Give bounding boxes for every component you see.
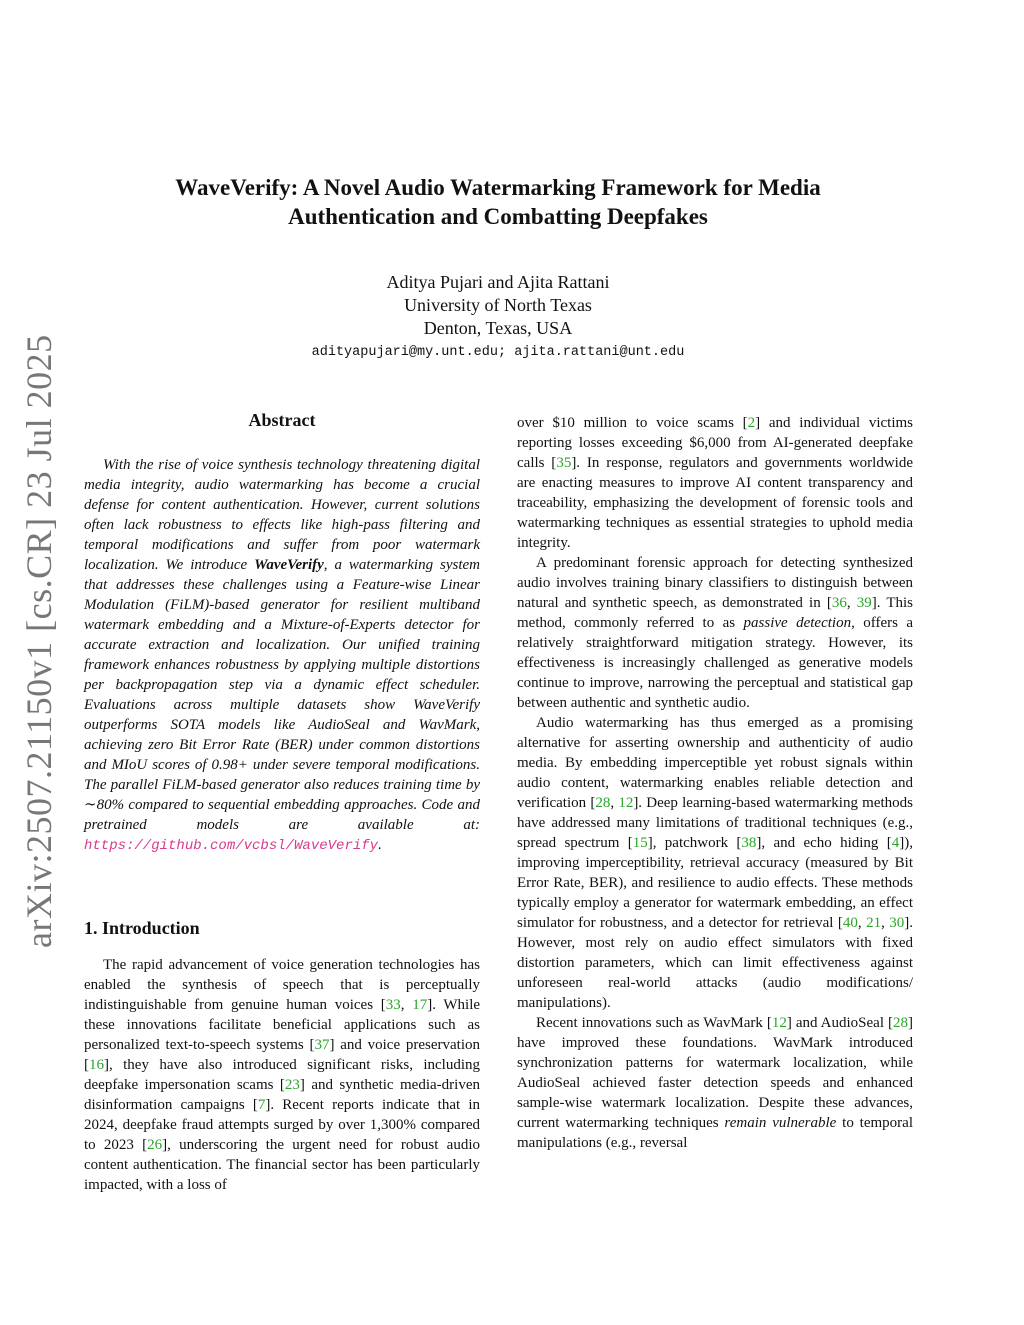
body-text: ]. While these innovations facilitate beneficial applications such as personalized text-to-speech systems [	[84, 997, 481, 1053]
body-text: ], underscoring the urgent need for robust audio content authentication. The financial sector has been particularly impacted, with a loss of	[84, 1137, 480, 1193]
abstract-heading: Abstract	[248, 410, 316, 430]
citation-link[interactable]: 40	[842, 915, 858, 931]
citation-link[interactable]: 12	[618, 795, 634, 811]
abstract-body	[84, 455, 480, 856]
citation-link[interactable]: 4	[891, 835, 900, 851]
citation-link[interactable]: 36	[831, 595, 847, 611]
citation-link[interactable]: 12	[771, 1015, 787, 1031]
body-text: ], they have also introduced significant risks, including deepfake impersonation scams [	[84, 1057, 480, 1093]
arxiv-identifier: arXiv:2507.21150v1 [cs.CR] 23 Jul 2025	[19, 334, 59, 948]
body-text: ] and voice preservation [	[84, 1037, 480, 1073]
citation-link[interactable]: 2	[747, 415, 756, 431]
title-line-1: WaveVerify: A Novel Audio Watermarking Framework for Media	[175, 175, 821, 200]
citation-link[interactable]: 28	[595, 795, 611, 811]
body-text: ,	[610, 795, 619, 811]
location: Denton, Texas, USA	[423, 318, 573, 338]
citation-link[interactable]: 30	[889, 915, 905, 931]
citation-link[interactable]: 26	[147, 1137, 163, 1153]
body-text: ], patchwork [	[647, 835, 742, 851]
body-text: ,	[400, 997, 413, 1013]
emphasis: remain vulnerable	[724, 1115, 837, 1131]
body-text: ,	[881, 915, 890, 931]
introduction-body	[84, 955, 480, 1195]
abstract-text: , a watermarking system that addresses these challenges using a Feature-wise Linear Modulation (FiLM)-based generator for resilient multiband watermark embedding and a Mixture-of-Experts detector for accurate extraction and localization. Our unified training framework enhances robustness by applying multiple distortions per backpropagation step via a dynamic effect scheduler. Evaluations across multiple datasets show WaveVerify outperforms SOTA models like AudioSeal and WavMark, achieving zero Bit Error Rate (BER) under common distortions and MIoU scores of 0.98+ under severe temporal modifications. The parallel FiLM-based generator also reduces training time by ∼80% compared to sequential embedding approaches. Code and pretrained models are available at:	[84, 557, 480, 833]
citation-link[interactable]: 35	[556, 455, 572, 471]
body-text: ] and synthetic media-driven disinformation campaigns [	[84, 1077, 480, 1113]
body-text: ] have improved these foundations. WavMark introduced synchronization patterns for watermark localization, while AudioSeal achieved faster detection speeds and enhanced sample-wise watermark localization. Despite these advances, current watermarking techniques	[517, 1015, 913, 1131]
body-text: ,	[846, 595, 857, 611]
body-text: ] and individual victims reporting losses exceeding $6,000 from AI-generated deepfake calls [	[517, 415, 913, 471]
abstract-text: With the rise of voice synthesis technology threatening digital media integrity, audio watermarking has become a crucial defense for content authentication. However, current solutions often lack robustness to effects like high-pass filtering and temporal modifications and suffer from poor watermark localization. We introduce	[84, 457, 480, 573]
paragraph	[517, 713, 913, 1013]
body-text: ]), improving imperceptibility, retrieval accuracy (measured by Bit Error Rate, BER), and resilience to audio effects. These methods typically employ a generator for watermark embedding, an effect simulator for robustness, and a detector for retrieval [	[517, 835, 913, 931]
body-text: ]. Deep learning-based watermarking methods have addressed many limitations of traditional techniques (e.g., spread spectrum [	[517, 795, 913, 851]
author-emails: adityapujari@my.unt.edu; ajita.rattani@unt.edu	[311, 345, 685, 360]
citation-link[interactable]: 17	[412, 997, 428, 1013]
body-text: Recent innovations such as WavMark [	[536, 1015, 772, 1031]
abstract-text: .	[378, 837, 382, 853]
body-text: The rapid advancement of voice generation technologies has enabled the synthesis of speech that is perceptually indistinguishable from genuine human voices [	[84, 957, 480, 1013]
section-heading-introduction: 1. Introduction	[84, 918, 200, 938]
body-text: ], and echo hiding [	[756, 835, 892, 851]
right-column	[517, 413, 913, 1153]
method-name: WaveVerify	[254, 557, 324, 573]
paragraph	[517, 553, 913, 713]
body-text: ] and AudioSeal [	[786, 1015, 893, 1031]
emphasis: passive detection	[743, 615, 852, 631]
body-text: to temporal manipulations (e.g., reversal	[517, 1115, 913, 1151]
citation-link[interactable]: 33	[385, 997, 401, 1013]
citation-link[interactable]: 21	[866, 915, 882, 931]
github-link[interactable]: https://github.com/vcbsl/WaveVerify	[84, 838, 379, 854]
citation-link[interactable]: 37	[314, 1037, 330, 1053]
paragraph	[517, 1013, 913, 1153]
body-text: ]. However, most rely on audio effect simulators with fixed distortion parameters, which can limit effectiveness against unforeseen real-world attacks (audio modifications/ manipulations).	[517, 915, 914, 1011]
body-text: ]. In response, regulators and governments worldwide are enacting measures to improve AI content transparency and traceability, emphasizing the development of forensic tools and watermarking techniques as essential strategies to uphold media integrity.	[517, 455, 914, 551]
citation-link[interactable]: 38	[741, 835, 757, 851]
citation-link[interactable]: 7	[257, 1097, 266, 1113]
citation-link[interactable]: 16	[89, 1057, 104, 1073]
body-text: , offers a relatively straightforward mitigation strategy. However, its effectiveness is increasingly challenged as generative models continue to improve, narrowing the perceptual and statistical gap between authentic and synthetic audio.	[517, 615, 913, 711]
citation-link[interactable]: 28	[893, 1015, 908, 1031]
citation-link[interactable]: 23	[284, 1077, 300, 1093]
affiliation: University of North Texas	[404, 295, 592, 315]
citation-link[interactable]: 15	[632, 835, 648, 851]
body-text: ,	[857, 915, 867, 931]
paragraph	[517, 413, 913, 553]
author-names: Aditya Pujari and Ajita Rattani	[386, 272, 610, 292]
author-block	[110, 271, 886, 340]
body-text: over $10 million to voice scams [	[517, 415, 748, 431]
body-text: Audio watermarking has thus emerged as a promising alternative for asserting ownership and authenticity of audio media. By embedding imperceptible yet robust signals within audio content, watermarking enables reliable detection and verification [	[517, 715, 913, 811]
body-text: A predominant forensic approach for detecting synthesized audio involves training binary classifiers to distinguish between natural and synthetic speech, as demonstrated in [	[517, 555, 913, 611]
body-text: ]. This method, commonly referred to as	[517, 595, 913, 631]
title-line-2: Authentication and Combatting Deepfakes	[288, 204, 708, 229]
body-text: ]. Recent reports indicate that in 2024, deepfake fraud attempts surged by over 1,300% compared to 2023 [	[84, 1097, 480, 1153]
citation-link[interactable]: 39	[856, 595, 872, 611]
paper-title	[110, 173, 886, 231]
